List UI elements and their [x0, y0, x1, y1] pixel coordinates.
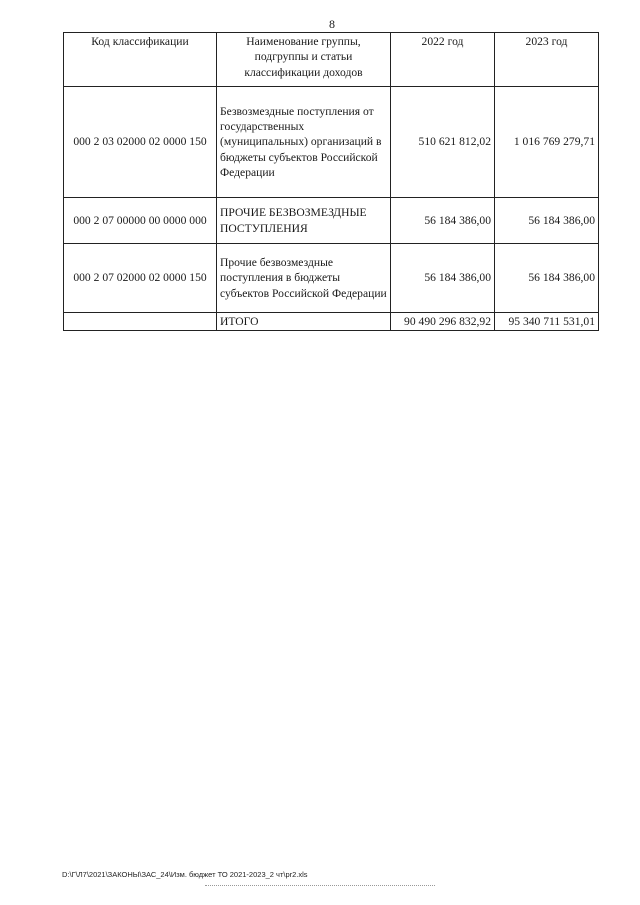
row-value-2022: 56 184 386,00: [391, 244, 495, 313]
table-row: [64, 198, 599, 244]
footer-divider: [205, 885, 435, 887]
table-row: [64, 87, 599, 198]
footer-file-path: D:\Г\Л7\2021\ЗАКОНЫ\ЗАС_24\Изм. бюджет ТО 2021-2023_2 чт\pr2.xls: [62, 870, 308, 879]
total-value-2022: 90 490 296 832,92: [391, 313, 495, 331]
row-name: ПРОЧИЕ БЕЗВОЗМЕЗДНЫЕ ПОСТУПЛЕНИЯ: [217, 198, 391, 244]
header-name: Наименование группы, подгруппы и статьи классификации доходов: [217, 33, 391, 87]
row-code: 000 2 07 02000 02 0000 150: [64, 244, 217, 313]
total-label: ИТОГО: [217, 313, 391, 331]
header-year-2023: 2023 год: [495, 33, 599, 87]
total-empty-cell: [64, 313, 217, 331]
table-row: [64, 244, 599, 313]
page-number: 8: [329, 17, 335, 31]
total-value-2023: 95 340 711 531,01: [495, 313, 599, 331]
row-value-2022: 510 621 812,02: [391, 87, 495, 198]
row-value-2023: 1 016 769 279,71: [495, 87, 599, 198]
revenue-table: [63, 32, 599, 331]
row-value-2022: 56 184 386,00: [391, 198, 495, 244]
row-name: Прочие безвозмездные поступления в бюджеты субъектов Российской Федерации: [217, 244, 391, 313]
row-name: Безвозмездные поступления от государственных (муниципальных) организаций в бюджеты субъектов Российской Федерации: [217, 87, 391, 198]
row-code: 000 2 03 02000 02 0000 150: [64, 87, 217, 198]
row-code: 000 2 07 00000 00 0000 000: [64, 198, 217, 244]
header-code: Код классификации: [64, 33, 217, 87]
row-value-2023: 56 184 386,00: [495, 198, 599, 244]
row-value-2023: 56 184 386,00: [495, 244, 599, 313]
table-header-row: [64, 33, 599, 87]
header-year-2022: 2022 год: [391, 33, 495, 87]
total-row: [64, 313, 599, 331]
